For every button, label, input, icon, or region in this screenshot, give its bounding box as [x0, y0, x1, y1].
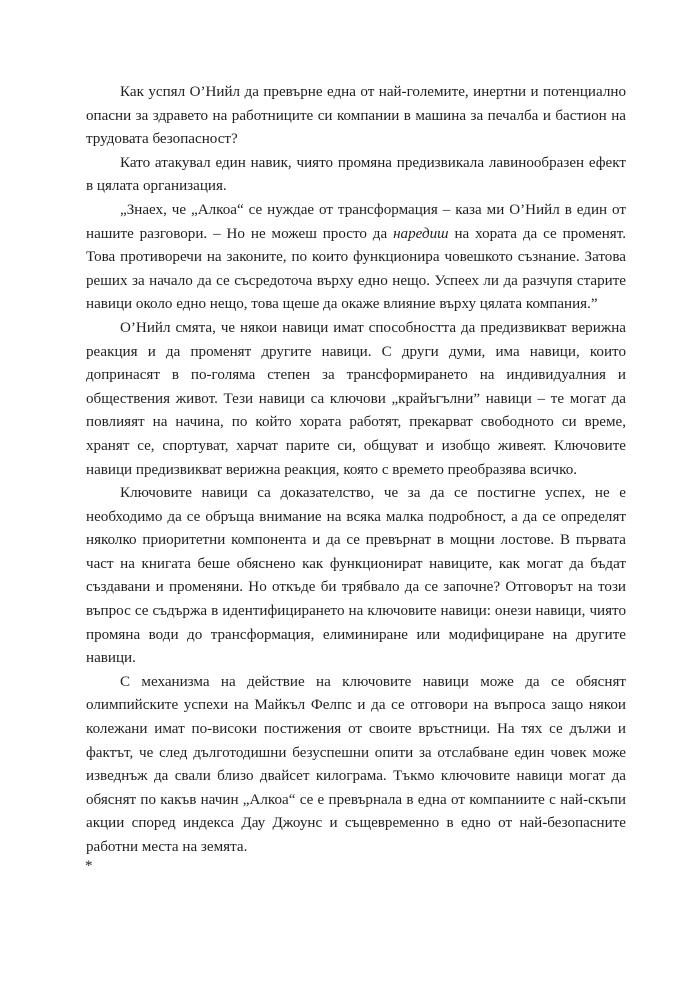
paragraph: [86, 317, 626, 482]
paragraph: [86, 671, 626, 860]
paragraph-text: О’Нийл смята, че някои навици имат способността да предизвикват верижна реакция и да променят другите навици. С други думи, има навици, които допринасят в по-голяма степен за трансформирането на индивидуалния и обществения живот. Тези навици са ключови „крайъгълни” навици – те могат да повлияят на начина, по който хората работят, прекарват свободното си време, хранят се, спортуват, харчат парите си, общуват и изобщо живеят. Ключовите навици предизвикват верижна реакция, която с времето преобразява всичко.: [86, 319, 626, 478]
paragraph: [86, 152, 626, 199]
paragraph-text: С механизма на действие на ключовите навици може да се обяснят олимпийските успехи на Майкъл Фелпс и да се отговори на въпроса защо някои колежани имат по-високи постижения от своите връстници. На тях се дължи и фактът, че след дълготодишни безуспешни опити за отслабване един човек може изведнъж да свали близо двайсет килограма. Тъкмо ключовите навици могат да обяснят по какъв начин „Алкоа“ се е превърнала в една от компаниите с най-скъпи акции според индекса Дау Джоунс и същевременно в едно от най-безопасните работни места на земята.: [86, 673, 626, 855]
emphasis-text: наредиш: [393, 225, 449, 242]
paragraph-text: Ключовите навици са доказателство, че за да се постигне успех, не е необходимо да се обръща внимание на всяка малка подробност, а да се определят няколко приоритетни компонента и да се превърнат в мощни лостове. В първата част на книгата беше обяснено как функционират навиците, как могат да бъдат създавани и променяни. Но откъде би трябвало да се започне? Отговорът на този въпрос се съдържа в идентифицирането на ключовите навици: онези навици, чиято промяна води до трансформация, елиминиране или модифициране на другите навици.: [86, 485, 626, 667]
paragraph-text: на хората да се променят. Това противоречи на законите, по които функционира човешкото съзнание. Затова реших за начало да се съсредоточа върху едно нещо. Успеех ли да разчупя старите навици около едно нещо, това щеше да окаже влияние върху цялата компания.”: [86, 225, 626, 313]
body-text: [86, 81, 626, 860]
paragraph: [86, 81, 626, 152]
paragraph: [86, 199, 626, 317]
paragraph: [86, 482, 626, 671]
paragraph-text: „Знаех, че „Алкоа“ се нуждае от трансформация – каза ми О’Нийл в един от нашите разговори. – Но не можеш просто да: [86, 201, 626, 242]
footnote-marker: *: [85, 858, 93, 874]
paragraph-text: Като атакувал един навик, чиято промяна предизвикала лавинообразен ефект в цялата организация.: [86, 154, 626, 195]
paragraph-text: Как успял О’Нийл да превърне една от най-големите, инертни и потенциално опасни за здравето на работниците си компании в машина за печалба и бастион на трудовата безопасност?: [86, 84, 626, 148]
